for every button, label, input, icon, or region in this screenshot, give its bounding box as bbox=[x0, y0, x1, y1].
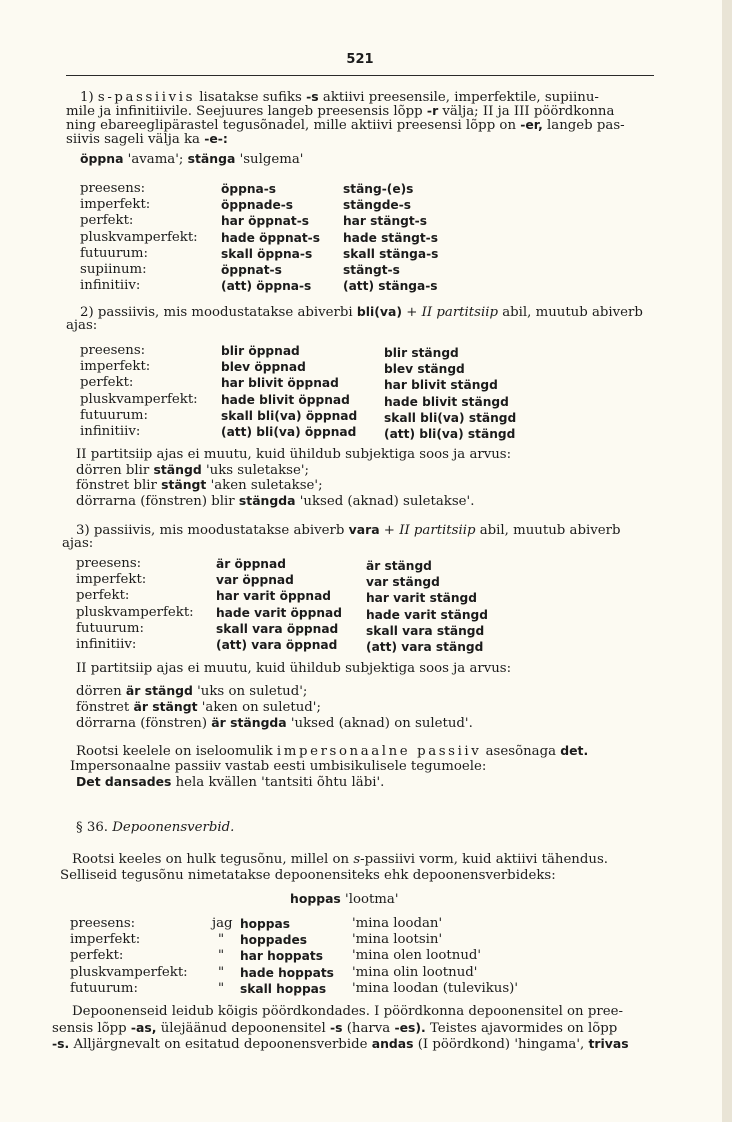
section-heading bbox=[76, 821, 234, 835]
example-text: dörren bbox=[76, 684, 122, 699]
s1-forms-oppna bbox=[221, 181, 320, 294]
s36-italic: s bbox=[353, 852, 361, 867]
s1-verb: öppna bbox=[80, 151, 124, 166]
s2-example-2 bbox=[76, 478, 323, 493]
tense-label: pluskvamperfekt: bbox=[80, 229, 198, 245]
final-verb: trivas bbox=[588, 1036, 629, 1051]
s1-text: välja; II ja III pöördkonna bbox=[442, 104, 615, 119]
s3-line-2: ajas: bbox=[62, 536, 94, 551]
verb-form: blev öppnad bbox=[221, 360, 306, 375]
s1-text: siivis sageli välja ka bbox=[66, 132, 200, 147]
verb-form: hade stängt-s bbox=[343, 230, 438, 245]
final-text: (I pöördkond) 'hingama', bbox=[417, 1037, 585, 1052]
s1-suffix: -s bbox=[306, 89, 319, 104]
verb-form: stängt-s bbox=[343, 263, 400, 278]
s36-line-2: Selliseid tegusõnu nimetatakse depoonensiteks ehk depoonensverbideks: bbox=[60, 868, 556, 883]
s1-text: mile ja infinitiivile. Seejuures langeb preesensis lõpp bbox=[66, 104, 423, 119]
verb-form: hade blivit stängd bbox=[384, 394, 509, 409]
verb-form: (att) bli(va) stängd bbox=[384, 427, 516, 442]
s3-note: II partitsiip ajas ei muutu, kuid ühildub subjektiga soos ja arvus: bbox=[76, 661, 512, 676]
tense-label: preesens: bbox=[70, 916, 136, 931]
s36-final-line-1: Depoonenseid leidub kõigis pöördkondades. I pöördkonna depoonensitel on pree- bbox=[72, 1004, 623, 1019]
example-gloss: hela kvällen 'tantsiti õhtu läbi'. bbox=[175, 775, 385, 790]
verb-form: har varit öppnad bbox=[216, 589, 332, 604]
s3-participle: II partitsiip bbox=[399, 523, 476, 538]
ditto-mark: " bbox=[218, 980, 225, 996]
tense-label: imperfekt: bbox=[80, 197, 151, 213]
s2-line-2: ajas: bbox=[66, 318, 98, 333]
s3-forms-stanga bbox=[366, 558, 488, 655]
section-number: § 36. bbox=[76, 820, 109, 835]
example-gloss: 'uks suletakse'; bbox=[205, 463, 309, 478]
header-rule bbox=[66, 75, 654, 76]
verb-form: hade blivit öppnad bbox=[221, 392, 350, 407]
s2-tense-labels bbox=[80, 343, 198, 440]
s1-number: 1) bbox=[80, 90, 94, 105]
verb-form: (att) vara stängd bbox=[366, 640, 484, 655]
verb-form: hoppas bbox=[240, 917, 290, 931]
tense-label: futuurum: bbox=[70, 980, 138, 996]
s1-line-4 bbox=[66, 132, 228, 147]
s1-suffix: -e-: bbox=[204, 131, 228, 146]
tense-label: infinitiiv: bbox=[80, 424, 141, 440]
example-form: är stängd bbox=[125, 683, 193, 698]
final-text: (harva bbox=[346, 1021, 391, 1036]
s3-example-3 bbox=[76, 716, 473, 731]
example-gloss: 'uksed (aknad) suletakse'. bbox=[299, 494, 475, 509]
gloss: 'mina olen lootnud' bbox=[352, 948, 482, 964]
final-text: sensis lõpp bbox=[52, 1021, 127, 1036]
s36-text: Rootsi keeles on hulk tegusõnu, millel on bbox=[72, 852, 350, 867]
s2-text: 2) passiivis, mis moodustatakse abiverbi bbox=[80, 305, 353, 320]
verb-form: stängde-s bbox=[343, 198, 412, 213]
s2-text: abil, muutub abiverb bbox=[502, 305, 643, 320]
verb-form: skall bli(va) stängd bbox=[384, 410, 517, 425]
tense-label: futuurum: bbox=[80, 245, 148, 261]
s3-line-1 bbox=[76, 523, 620, 538]
s36-pronouns bbox=[212, 916, 233, 997]
tense-label: preesens: bbox=[80, 343, 146, 358]
verb-form: har öppnat-s bbox=[221, 214, 310, 229]
final-suffix: -s. bbox=[52, 1036, 70, 1051]
example-text: fönstret bbox=[76, 700, 130, 715]
imp-text: Rootsi keelele on iseloomulik bbox=[76, 744, 273, 759]
s1-verb: stänga bbox=[187, 151, 236, 166]
s2-plus: + bbox=[406, 305, 418, 320]
tense-label: infinitiiv: bbox=[80, 278, 141, 294]
verb-form: hoppades bbox=[240, 933, 307, 948]
verb-form: har blivit öppnad bbox=[221, 376, 339, 391]
imp-text: asesõnaga bbox=[485, 744, 557, 759]
verb-form: (att) bli(va) öppnad bbox=[221, 425, 357, 440]
example-gloss: 'aken on suletud'; bbox=[201, 700, 321, 715]
example-gloss: 'uksed (aknad) on suletud'. bbox=[290, 716, 473, 731]
s3-text: 3) passiivis, mis moodustatakse abiverb bbox=[76, 523, 345, 538]
s2-example-3 bbox=[76, 494, 474, 509]
s3-example-2 bbox=[76, 700, 321, 715]
ditto-mark: " bbox=[218, 932, 225, 948]
verb-form: (att) stänga-s bbox=[343, 279, 438, 294]
s36-text: -passiivi vorm, kuid aktiivi tähendus. bbox=[360, 852, 608, 867]
gloss: 'mina lootsin' bbox=[352, 932, 443, 948]
imp-pronoun: det. bbox=[560, 743, 589, 758]
tense-label: infinitiiv: bbox=[76, 637, 137, 653]
verb-form: blir stängd bbox=[384, 346, 459, 360]
s1-line-3 bbox=[66, 118, 625, 133]
s36-tense-labels bbox=[70, 916, 188, 997]
s2-forms-stanga bbox=[384, 345, 516, 442]
imp-line-2: Impersonaalne passiiv vastab eesti umbisikulisele tegumoele: bbox=[70, 759, 487, 774]
s3-plus: + bbox=[383, 523, 395, 538]
verb-form: hade öppnat-s bbox=[221, 230, 320, 245]
s36-final-line-2 bbox=[52, 1021, 617, 1036]
example-gloss: 'uks on suletud'; bbox=[197, 684, 308, 699]
example-form: är stängda bbox=[211, 715, 287, 730]
s36-verb-gloss: 'lootma' bbox=[345, 892, 399, 907]
s3-text: abil, muutub abiverb bbox=[479, 523, 621, 538]
tense-label: imperfekt: bbox=[70, 932, 141, 948]
tense-label: supiinum: bbox=[80, 262, 147, 278]
s2-note: II partitsiip ajas ei muutu, kuid ühildub subjektiga soos ja arvus: bbox=[76, 447, 512, 462]
s1-suffix: -er, bbox=[520, 117, 543, 132]
s3-tense-labels bbox=[76, 556, 194, 653]
s2-forms-oppna bbox=[221, 343, 357, 440]
verb-form: är öppnad bbox=[216, 557, 286, 571]
s3-aux-verb: vara bbox=[348, 522, 380, 537]
final-text: Teistes ajavormides on lõpp bbox=[429, 1021, 618, 1036]
example-form: Det dansades bbox=[76, 774, 172, 789]
s2-participle: II partitsiip bbox=[421, 305, 498, 320]
verb-form: hade hoppats bbox=[240, 965, 334, 980]
verb-form: har hoppats bbox=[240, 949, 323, 964]
example-form: stängda bbox=[238, 493, 296, 508]
verb-form: skall öppna-s bbox=[221, 246, 313, 261]
s1-text: ning ebareeglipärastel tegusõnadel, mille aktiivi preesensi lõpp on bbox=[66, 118, 517, 133]
example-text: dörrarna (fönstren) blir bbox=[76, 494, 235, 509]
tense-label: perfekt: bbox=[70, 948, 124, 964]
tense-label: perfekt: bbox=[76, 588, 130, 604]
s1-term: s-passiivis bbox=[97, 90, 195, 105]
section-title: Depoonensverbid. bbox=[112, 820, 235, 835]
s36-verb-form: hoppas bbox=[290, 891, 341, 906]
tense-label: preesens: bbox=[80, 181, 146, 196]
s1-text: lisatakse sufiks bbox=[199, 90, 302, 105]
example-form: stängd bbox=[153, 462, 202, 477]
s2-aux-verb: bli(va) bbox=[356, 304, 403, 319]
verb-form: är stängd bbox=[366, 559, 432, 573]
s3-forms-oppna bbox=[216, 556, 342, 653]
final-text: ülejäänud depoonensitel bbox=[160, 1021, 326, 1036]
verb-form: hade varit öppnad bbox=[216, 605, 343, 620]
gloss: 'mina loodan' bbox=[352, 916, 443, 931]
verb-form: skall stänga-s bbox=[343, 246, 439, 261]
s1-suffix: -r bbox=[426, 103, 439, 118]
tense-label: perfekt: bbox=[80, 213, 134, 229]
s36-glosses bbox=[352, 916, 518, 997]
verb-form: stäng-(e)s bbox=[343, 182, 414, 196]
pronoun: jag bbox=[212, 916, 233, 931]
s3-example-1 bbox=[76, 684, 307, 699]
tense-label: preesens: bbox=[76, 556, 142, 571]
example-form: stängt bbox=[161, 477, 207, 492]
page-number: 521 bbox=[346, 52, 374, 67]
s36-verb bbox=[290, 892, 399, 907]
verb-form: hade varit stängd bbox=[366, 607, 488, 622]
s1-text: aktiivi preesensile, imperfektile, supiinu- bbox=[322, 90, 599, 105]
s1-gloss: 'sulgema' bbox=[239, 152, 304, 167]
tense-label: imperfekt: bbox=[76, 572, 147, 588]
s2-line-1 bbox=[80, 305, 643, 320]
example-text: dörren blir bbox=[76, 463, 150, 478]
example-text: dörrarna (fönstren) bbox=[76, 716, 208, 731]
verb-form: blev stängd bbox=[384, 362, 465, 377]
verb-form: (att) vara öppnad bbox=[216, 638, 338, 653]
final-suffix: -s bbox=[329, 1020, 343, 1035]
verb-form: skall hoppas bbox=[240, 981, 327, 996]
s1-verbs bbox=[80, 152, 303, 167]
imp-term: impersonaalne passiiv bbox=[276, 744, 482, 759]
verb-form: öppna-s bbox=[221, 182, 277, 196]
final-suffix: -es). bbox=[394, 1020, 426, 1035]
s1-text: langeb pas- bbox=[547, 118, 625, 133]
tense-label: futuurum: bbox=[80, 407, 148, 423]
verb-form: skall vara öppnad bbox=[216, 621, 339, 636]
verb-form: blir öppnad bbox=[221, 344, 300, 358]
verb-form: var stängd bbox=[366, 575, 440, 590]
verb-form: har stängt-s bbox=[343, 214, 427, 229]
verb-form: (att) öppna-s bbox=[221, 279, 312, 294]
tense-label: imperfekt: bbox=[80, 359, 151, 375]
verb-form: var öppnad bbox=[216, 573, 294, 588]
s1-forms-stanga bbox=[343, 181, 438, 294]
final-verb: andas bbox=[371, 1036, 414, 1051]
verb-form: skall bli(va) öppnad bbox=[221, 408, 358, 423]
tense-label: pluskvamperfekt: bbox=[76, 604, 194, 620]
final-text: Alljärgnevalt on esitatud depoonensverbide bbox=[73, 1037, 368, 1052]
imp-line-1 bbox=[76, 744, 588, 759]
final-suffix: -as, bbox=[130, 1020, 157, 1035]
example-text: fönstret blir bbox=[76, 478, 157, 493]
gloss: 'mina loodan (tulevikus)' bbox=[352, 980, 518, 996]
tense-label: perfekt: bbox=[80, 375, 134, 391]
s1-line-1 bbox=[80, 90, 599, 105]
ditto-mark: " bbox=[218, 964, 225, 980]
example-gloss: 'aken suletakse'; bbox=[210, 478, 323, 493]
tense-label: pluskvamperfekt: bbox=[80, 391, 198, 407]
s36-forms bbox=[240, 916, 334, 997]
s36-final-line-3 bbox=[52, 1037, 629, 1052]
example-form: är stängt bbox=[133, 699, 198, 714]
s1-tense-labels bbox=[80, 181, 198, 294]
verb-form: öppnade-s bbox=[221, 198, 294, 213]
s36-line-1 bbox=[72, 853, 608, 867]
tense-label: pluskvamperfekt: bbox=[70, 964, 188, 980]
imp-example bbox=[76, 775, 384, 790]
verb-form: öppnat-s bbox=[221, 263, 282, 278]
verb-form: skall vara stängd bbox=[366, 623, 485, 638]
s2-example-1 bbox=[76, 463, 309, 478]
verb-form: har varit stängd bbox=[366, 591, 478, 606]
tense-label: futuurum: bbox=[76, 620, 144, 636]
s1-gloss: 'avama'; bbox=[127, 152, 184, 167]
gloss: 'mina olin lootnud' bbox=[352, 964, 478, 980]
ditto-mark: " bbox=[218, 948, 225, 964]
verb-form: har blivit stängd bbox=[384, 378, 498, 393]
